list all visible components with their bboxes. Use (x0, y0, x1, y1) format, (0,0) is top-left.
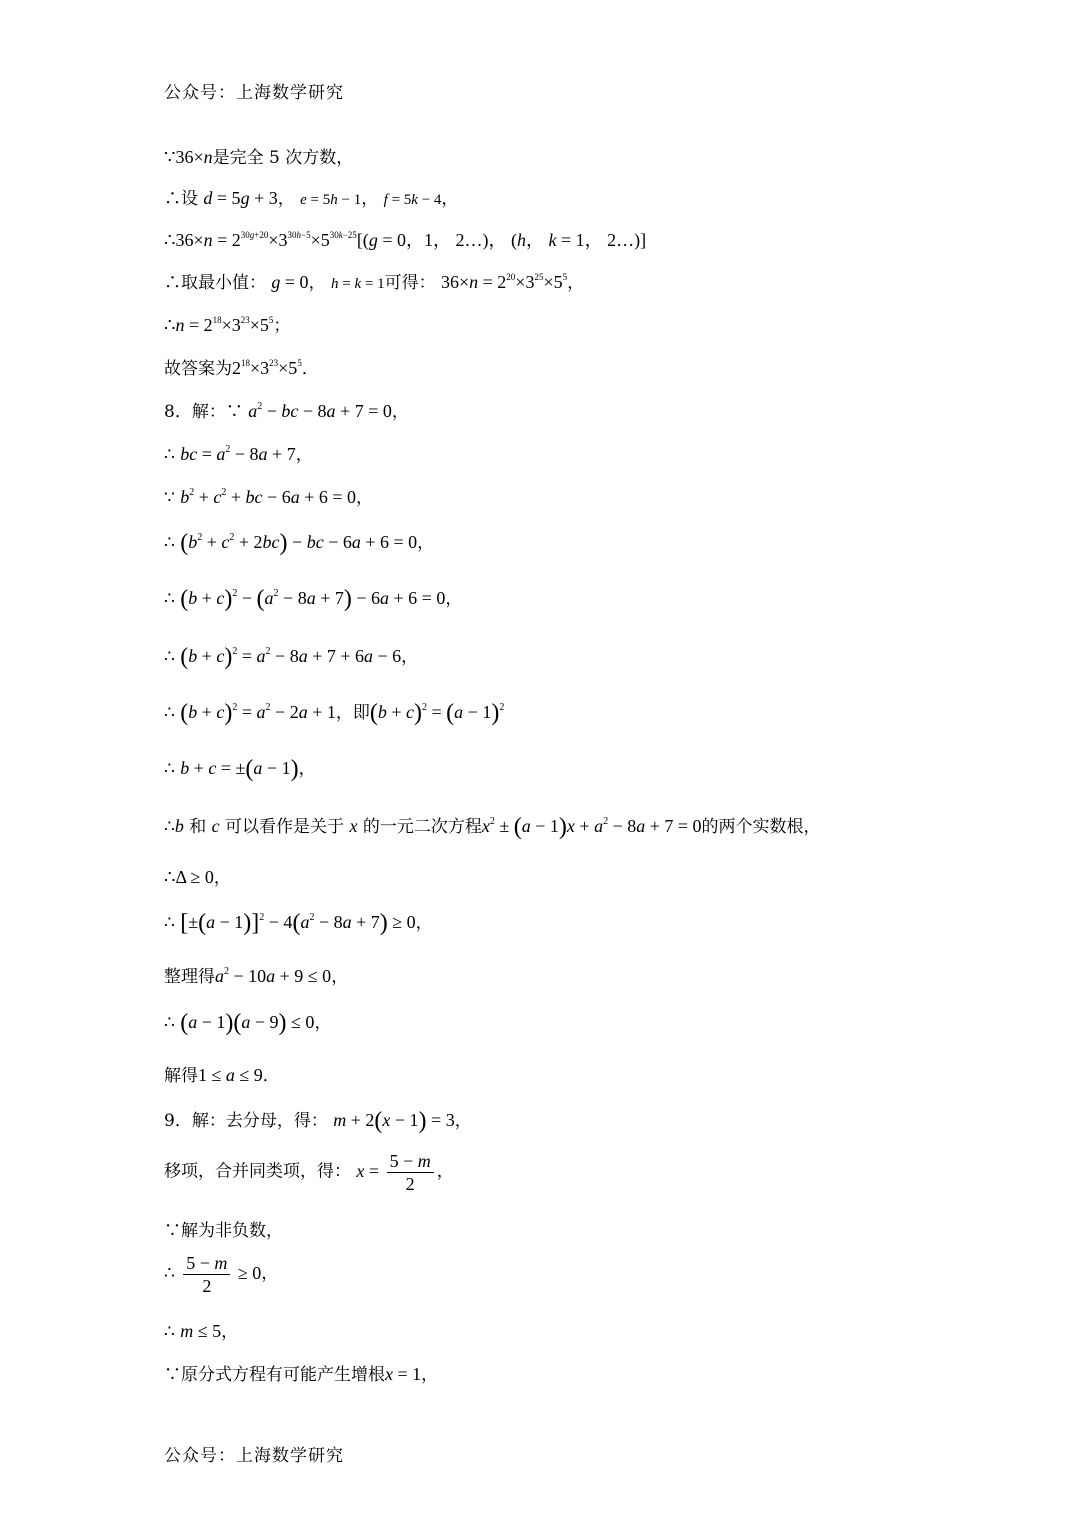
line-4: ∴取最小值： g = 0， h = k = 1可得： $36\times n = 2^{20}\times 3^{25}\times 5^5$， (164, 272, 585, 293)
line-18: 整理得$a^2 - 10a + 9 \le 0$， (164, 966, 349, 987)
line-24: ∴ $\frac{5 - m}{2}$ ≥ 0， (164, 1253, 279, 1296)
line-11: ∴ $(b + c)^2 - (a^2 - 8a + 7) - 6a + 6 = 0$， (164, 586, 463, 612)
line-26: ∵原分式方程有可能产生增根x = 1， (164, 1364, 439, 1385)
page-footer: 公众号：上海数学研究 (164, 1446, 344, 1466)
line-5: ∴n = $2^{18}\times 3^{23}\times 5^5$； (164, 315, 291, 336)
line-20: 解得1 ≤ a ≤ 9． (164, 1065, 280, 1086)
line-1: ∵36×n是完全 5 次方数， (164, 147, 354, 168)
line-19: ∴ (a − 1)(a − 9) ≤ 0， (164, 1010, 332, 1036)
line-25: ∴ m ≤ 5， (164, 1321, 239, 1342)
line-13: ∴ $(b + c)^2 = a^2 - 2a + 1$，即$(b + c)^2 = (a - 1)^2$ (164, 700, 505, 726)
line-16: ∴Δ ≥ 0， (164, 867, 231, 888)
line-7: 8．解：∵ $a^2$ − bc − 8a + 7 = 0， (164, 401, 409, 422)
line-22: 移项，合并同类项，得： x = $\frac{5 - m}{2}$ ， (164, 1151, 454, 1194)
line-2: ∴设 d = 5g + 3， e = 5h − 1， f = 5k − 4， (164, 188, 459, 209)
line-17: ∴ $[\pm(a - 1)]^2 - 4(a^2 - 8a + 7) \ge 0$， (164, 910, 433, 936)
line-9: ∵ $b^2 + c^2$ + bc − 6a + 6 = 0， (164, 487, 374, 508)
line-8: ∴ bc = $a^2 - 8a + 7$， (164, 444, 313, 465)
line-15: ∴b 和 c 可以看作是关于 x 的一元二次方程$x^2 \pm (a - 1)x + a^2 - 8a + 7 = 0$的两个实数根， (164, 814, 821, 840)
line-3: ∴36×n = $2^{30g+20}\times 3^{30h-5}\times 5^{30k-25}[(g = 0$，1， 2…)， (h， k = 1， 2…)] (164, 230, 647, 250)
line-21: 9．解：去分母，得： m + 2(x − 1) = 3， (164, 1108, 472, 1134)
page-header: 公众号：上海数学研究 (164, 83, 344, 103)
line-10: ∴ $(b^2 + c^2 + 2bc)$ − bc − 6a + 6 = 0， (164, 530, 435, 556)
line-6: 故答案为$2^{18}\times 3^{23}\times 5^5$． (164, 358, 319, 379)
line-14: ∴ b + c = ±(a − 1)， (164, 756, 316, 782)
line-23: ∵解为非负数， (164, 1221, 283, 1241)
line-12: ∴ $(b + c)^2 = a^2 - 8a + 7 + 6a - 6$， (164, 644, 419, 670)
